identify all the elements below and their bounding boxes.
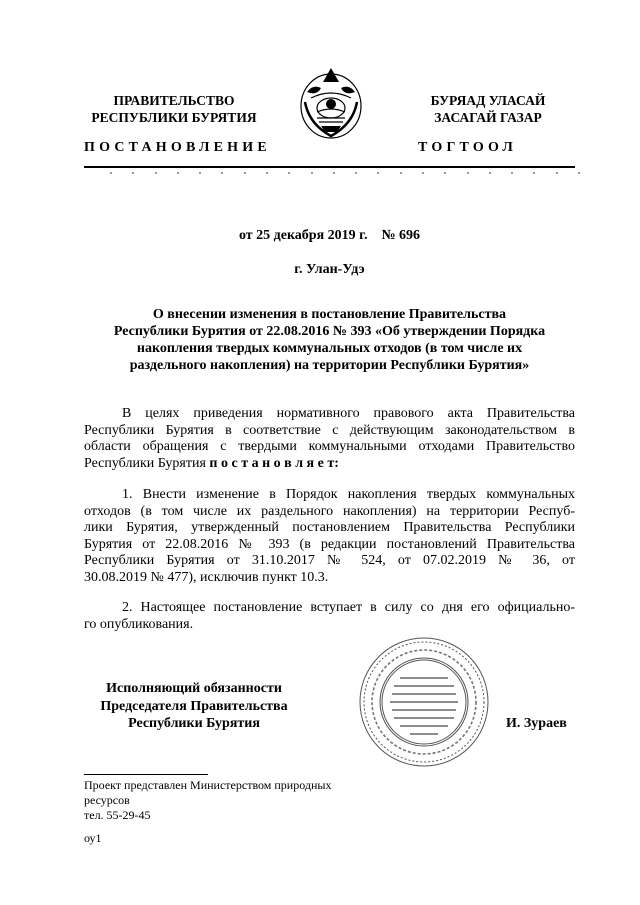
header-right-line1: БУРЯАД УЛАСАЙ <box>430 93 546 108</box>
header-left-line1: ПРАВИТЕЛЬСТВО <box>113 93 235 108</box>
paragraph-line: 2. Настоящее постановление вступает в силу со дня его официально- <box>122 600 575 615</box>
header-left <box>84 92 264 126</box>
title-line: раздельного накопления) на территории Республики Бурятия» <box>129 358 530 373</box>
divider-dots <box>110 172 580 178</box>
position-line: Исполняющий обязанности <box>106 681 282 696</box>
item-2-paragraph <box>84 600 575 633</box>
footer-note <box>84 778 384 846</box>
position-line: Республики Бурятия <box>128 716 260 731</box>
signatory-name: И. Зураев <box>506 716 567 731</box>
doc-type-right: ТОГТООЛ <box>418 140 518 155</box>
document-title <box>84 306 575 374</box>
footer-phone: тел. 55-29-45 <box>84 808 151 822</box>
footer-line: ресурсов <box>84 793 130 807</box>
intro-last-text: Республики Бурятия <box>84 455 210 471</box>
header-left-line2: РЕСПУБЛИКИ БУРЯТИЯ <box>91 110 257 125</box>
seal-icon <box>356 634 492 770</box>
paragraph-line: отходов (в том числе их раздельного накопления) на территории Респуб- <box>84 503 575 519</box>
footer-code: оу1 <box>84 831 102 845</box>
footer-line: Проект представлен Министерством природных <box>84 778 332 792</box>
title-line: О внесении изменения в постановление Правительства <box>152 307 507 322</box>
paragraph-line: Бурятия от 22.08.2016 № 393 (в редакции постановлений Правительства <box>84 536 575 552</box>
position-line: Председателя Правительства <box>100 698 288 714</box>
emblem-icon <box>297 62 365 142</box>
paragraph-line <box>84 456 575 473</box>
document-date-number: от 25 декабря 2019 г. № 696 <box>238 228 421 243</box>
paragraph-line: области обращения с твердыми коммунальными отходами Правительство <box>84 439 575 455</box>
header-right-line2: ЗАСАГАЙ ГАЗАР <box>434 110 542 125</box>
item-1-paragraph <box>84 487 575 587</box>
intro-paragraph <box>84 406 575 472</box>
paragraph-line: 1. Внести изменение в Порядок накопления твердых коммунальных <box>122 487 575 502</box>
document-city: г. Улан-Удэ <box>294 262 365 277</box>
paragraph-line: го опубликования. <box>84 616 194 632</box>
paragraph-line: В целях приведения нормативного правового акта Правительства <box>122 406 575 421</box>
title-line: Республики Бурятия от 22.08.2016 № 393 «Об утверждении Порядка <box>113 324 546 339</box>
paragraph-line: лики Бурятия, утвержденный постановлением Правительства Республики <box>84 520 575 536</box>
paragraph-line: 30.08.2019 № 477), исключив пункт 10.3. <box>84 569 329 585</box>
footer-divider <box>84 774 208 775</box>
resolves-word: п о с т а н о в л я е т: <box>209 455 339 471</box>
header-divider <box>84 166 575 168</box>
doc-type-left: ПОСТАНОВЛЕНИЕ <box>84 140 271 155</box>
paragraph-line: Республики Бурятия от 31.10.2017 № 524, от 07.02.2019 № 36, от <box>84 553 575 569</box>
paragraph-line: Республики Бурятия в соответствие с действующим законодательством в <box>84 422 575 438</box>
title-line: накопления твердых коммунальных отходов (в том числе их <box>136 341 523 356</box>
header-right <box>398 92 578 126</box>
signatory-position <box>84 680 304 733</box>
